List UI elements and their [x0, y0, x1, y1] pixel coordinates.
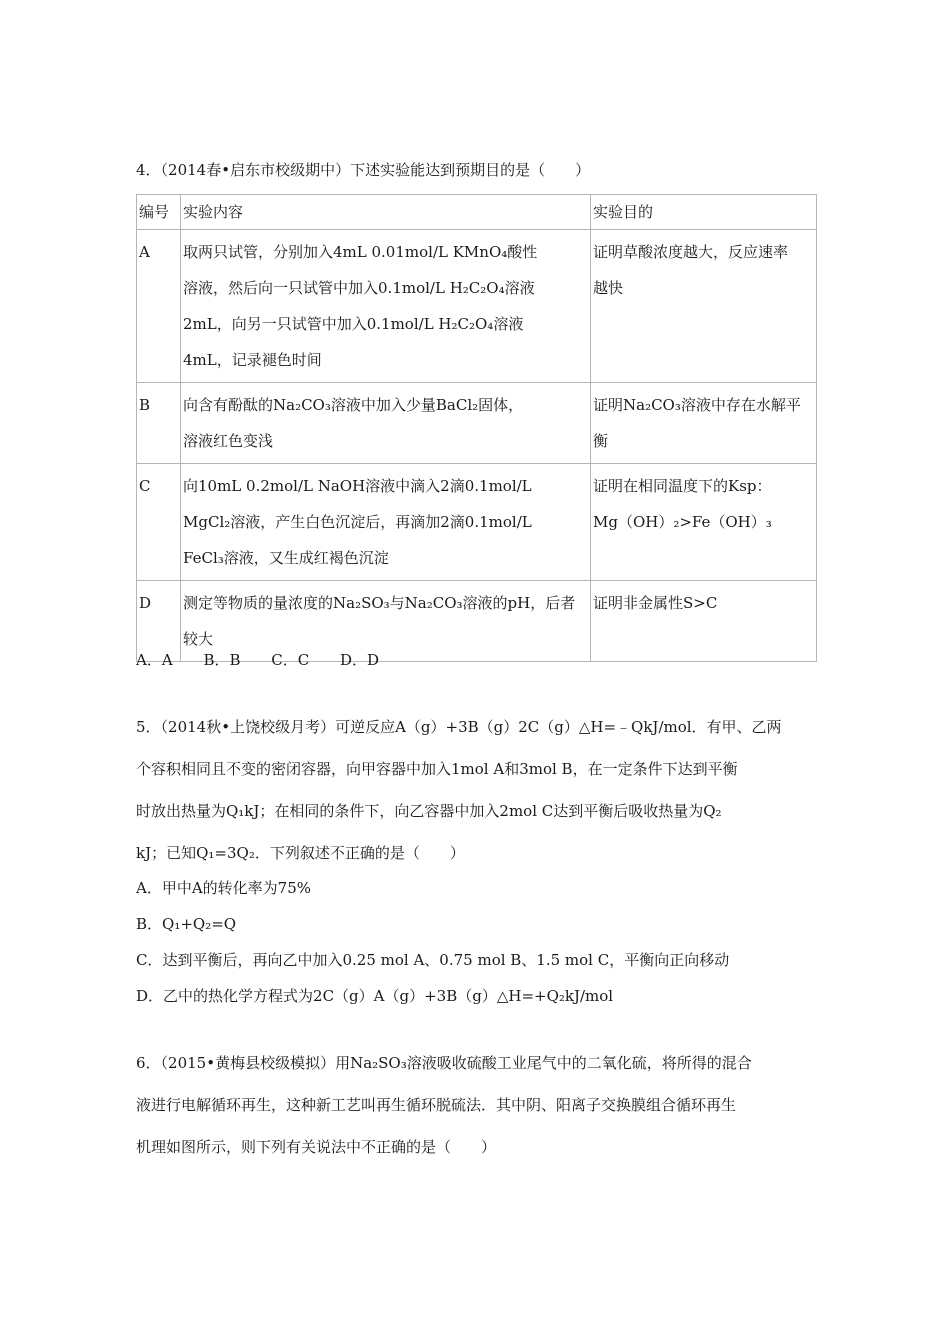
option-d: D．D — [340, 651, 380, 669]
purpose-line: 证明非金属性S>C — [593, 594, 718, 612]
content-line: 溶液红色变浅 — [183, 432, 274, 450]
q5-stem-line: 5．（2014秋•上饶校级月考）可逆反应A（g）+3B（g）2C（g）△H=﹣QkJ/mol．有甲、乙两 — [136, 718, 782, 736]
row-id: B — [137, 383, 181, 464]
row-purpose — [591, 581, 817, 662]
q5-option-d: D．乙中的热化学方程式为2C（g）A（g）+3B（g）△H=+Q₂kJ/mol — [136, 987, 614, 1005]
q5-stem-line: 时放出热量为Q₁kJ；在相同的条件下，向乙容器中加入2mol C达到平衡后吸收热量为Q₂ — [136, 802, 722, 820]
content-line: 4mL，记录褪色时间 — [183, 351, 322, 369]
purpose-line: Mg（OH）₂>Fe（OH）₃ — [593, 513, 772, 531]
content-line: FeCl₃溶液，又生成红褐色沉淀 — [183, 549, 389, 567]
row-purpose — [591, 464, 817, 581]
option-b: B．B — [203, 651, 241, 669]
q6-stem-line: 机理如图所示，则下列有关说法中不正确的是（ ） — [136, 1138, 497, 1156]
row-purpose — [591, 230, 817, 383]
row-content — [181, 464, 591, 581]
q5-stem-line: 个容积相同且不变的密闭容器，向甲容器中加入1mol A和3mol B，在一定条件下达到平衡 — [136, 760, 738, 778]
content-line: 取两只试管，分别加入4mL 0.01mol/L KMnO₄酸性 — [183, 243, 538, 261]
row-id: A — [137, 230, 181, 383]
table-row — [137, 464, 817, 581]
row-purpose — [591, 383, 817, 464]
table-row — [137, 230, 817, 383]
row-id: D — [137, 581, 181, 662]
content-line: 较大 — [183, 630, 214, 648]
table-row — [137, 383, 817, 464]
content-line: 测定等物质的量浓度的Na₂SO₃与Na₂CO₃溶液的pH，后者 — [183, 594, 576, 612]
purpose-line: 衡 — [593, 432, 609, 450]
purpose-line: 证明在相同温度下的Ksp： — [593, 477, 772, 495]
header-id: 编号 — [137, 195, 181, 230]
q5-stem-line: kJ；已知Q₁=3Q₂．下列叙述不正确的是（ ） — [136, 844, 465, 862]
content-line: MgCl₂溶液，产生白色沉淀后，再滴加2滴0.1mol/L — [183, 513, 532, 531]
row-content — [181, 230, 591, 383]
q5-option-c: C．达到平衡后，再向乙中加入0.25 mol A、0.75 mol B、1.5 mol C，平衡向正向移动 — [136, 951, 730, 969]
header-purpose: 实验目的 — [591, 195, 817, 230]
purpose-line: 证明草酸浓度越大，反应速率 — [593, 243, 789, 261]
header-content: 实验内容 — [181, 195, 591, 230]
q6-stem-line: 6．（2015•黄梅县校级模拟）用Na₂SO₃溶液吸收硫酸工业尾气中的二氧化硫，将所得的混合 — [136, 1054, 752, 1072]
q4-options — [136, 650, 405, 670]
q5-option-a: A．甲中A的转化率为75% — [136, 879, 312, 897]
option-a: A．A — [136, 651, 173, 669]
content-line: 向10mL 0.2mol/L NaOH溶液中滴入2滴0.1mol/L — [183, 477, 532, 495]
q6-stem-line: 液进行电解循环再生，这种新工艺叫再生循环脱硫法．其中阴、阳离子交换膜组合循环再生 — [136, 1096, 737, 1114]
q5-option-b: B．Q₁+Q₂=Q — [136, 915, 237, 933]
q4-stem: 4．（2014春•启东市校级期中）下述实验能达到预期目的是（ ） — [136, 161, 591, 179]
purpose-line: 证明Na₂CO₃溶液中存在水解平 — [593, 396, 801, 414]
row-id: C — [137, 464, 181, 581]
row-content — [181, 383, 591, 464]
content-line: 向含有酚酞的Na₂CO₃溶液中加入少量BaCl₂固体， — [183, 396, 524, 414]
content-line: 2mL，向另一只试管中加入0.1mol/L H₂C₂O₄溶液 — [183, 315, 524, 333]
content-line: 溶液，然后向一只试管中加入0.1mol/L H₂C₂O₄溶液 — [183, 279, 535, 297]
table-header-row — [137, 195, 817, 230]
option-c: C．C — [271, 651, 310, 669]
q4-table — [136, 194, 817, 662]
purpose-line: 越快 — [593, 279, 624, 297]
